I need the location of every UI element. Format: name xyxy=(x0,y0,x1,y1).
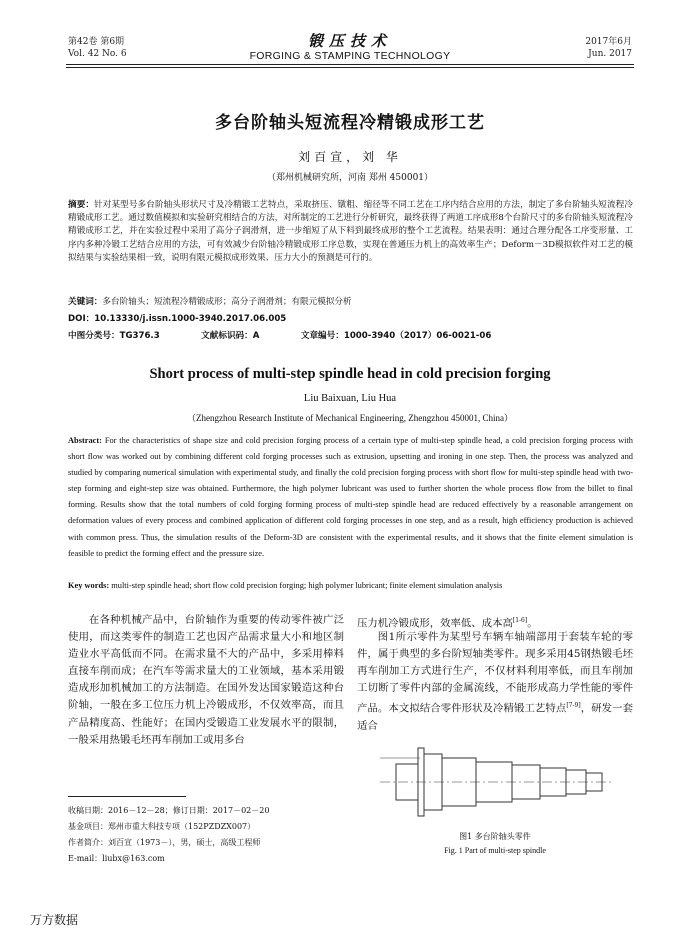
doi-line xyxy=(68,313,633,326)
abstract-cn-label: 摘要： xyxy=(68,200,95,210)
abstract-en-text: For the characteristics of shape size and cold precision forging process of a certain type of multi-step spindle head, a cold precision forging process with short flow was worked out by combining different cold forging processes such as extrusion, upsetting and ironing in one step. Then, the process was analyzed and studied by comparing numerical simulation with experimental study, and finally the cold precision forging process with short flow for multi-step spindle head with two-step forming and eight-step size was obtained. Furthermore, the high polymer lubricant was used to further shorten the whole process flow from the billet to final forming. Results show that the total numbers of cold forging forming process of multi-step spindle head are reduced effectively by a reasonable arrangement on deformation values of every process and combined application of different cold forging processes in one step, and as a result, high efficiency production is achieved with common press. Thus, the simulation results of the Deform-3D are consistent with the experimental results, and it shows that the finite element simulation is feasible to predict the forming effect and the pressure size. xyxy=(68,436,633,558)
abstract-cn xyxy=(68,199,633,265)
doi-value: 10.13330/j.issn.1000-3940.2017.06.005 xyxy=(94,314,287,324)
header-rule xyxy=(66,64,634,65)
footnote-author: 作者简介：刘百宣（1973－），男，硕士，高级工程师 xyxy=(68,838,261,847)
figure-1-caption-cn: 图1 多台阶轴头零件 xyxy=(459,832,531,841)
header-rule-thin xyxy=(66,67,634,68)
keywords-en xyxy=(68,578,633,594)
authors-en: Liu Baixuan, Liu Hua xyxy=(303,393,397,404)
citation-1-6: [1-6] xyxy=(512,617,528,624)
classification-line xyxy=(68,330,633,343)
clc-value: TG376.3 xyxy=(119,331,160,341)
body-right-text-1-end: 。 xyxy=(527,617,538,630)
body-right-text-2: 图1所示零件为某型号车辆车轴端部用于套装车轮的零件，属于典型的多台阶短轴类零件。现多采用45钢热锻毛坯再车削加工方式进行生产，不仅材料利用率低，而且车削加工切断了零件内部的金属流线，不能形成高力学性能的零件产品。本文拟结合零件形状及冷精锻工艺特点 xyxy=(357,631,633,715)
body-right-paragraph-2 xyxy=(357,629,633,735)
wanfang-watermark: 万方数据 xyxy=(30,913,79,927)
doc-code-label: 文献标识码： xyxy=(201,331,253,341)
keywords-en-text: multi-step spindle head; short flow cold precision forging; high polymer lubricant; finite element simulation analysis xyxy=(109,581,503,590)
footnote-email: E-mail：liubx@163.com xyxy=(68,854,165,863)
article-number-value: 1000-3940（2017）06-0021-06 xyxy=(343,331,492,341)
footnote-rule xyxy=(68,796,186,797)
keywords-cn-label: 关键词： xyxy=(68,297,103,307)
keywords-en-label: Key words: xyxy=(68,581,110,590)
journal-title-cn: 锻压技术 xyxy=(307,32,392,50)
doc-code-value: A xyxy=(252,331,260,341)
keywords-cn-text: 多台阶轴头；短流程冷精锻成形；高分子润滑剂；有限元模拟分析 xyxy=(102,297,352,307)
abstract-en-label: Abstract: xyxy=(68,436,102,445)
body-right-text-1: 压力机冷锻成形，效率低、成本高 xyxy=(357,617,513,630)
citation-7-9: [7-9] xyxy=(566,702,581,710)
journal-title-en: FORGING & STAMPING TECHNOLOGY xyxy=(249,50,451,62)
doi-label: DOI： xyxy=(68,314,95,324)
article-number-label: 文章编号： xyxy=(300,331,344,341)
volume-info-en: Vol. 42 No. 6 xyxy=(68,49,127,59)
body-left-paragraph: 在各种机械产品中，台阶轴作为重要的传动零件被广泛使用，而这类零件的制造工艺也因产品需求量大小和地区制造业水平高低而不同。在需求量不大的产品中，多采用棒料直接车削而成；在汽车等需求量大的工业领域，基本采用锻造成形加机械加工的方法制造。在国外发达国家锻造这种台阶轴，一般在多工位压力机上冷锻成形，不仅效率高，而且产品精度高、性能好；在国内受锻造工业发展水平的限制，一般采用热锻毛坯再车削加工或用多台 xyxy=(68,614,344,746)
paper-title-cn: 多台阶轴头短流程冷精锻成形工艺 xyxy=(215,113,485,133)
affiliation-cn: （郑州机械研究所，河南 郑州 450001） xyxy=(266,173,434,183)
date-cn: 2017年6月 xyxy=(585,37,632,47)
keywords-cn xyxy=(68,296,633,309)
paper-title-en: Short process of multi-step spindle head in cold precision forging xyxy=(149,366,551,382)
body-right-text-2-end: ，研发一套适合 xyxy=(357,702,634,732)
abstract-cn-text: 针对某型号多台阶轴头形状尺寸及冷精锻工艺特点，采取挤压、镦粗、缩径等不同工艺在工序内结合应用的方法，制定了多台阶轴头短流程冷精锻成形工艺。通过数值模拟和实验研究相结合的方法，对所制定的工艺进行分析研究，最终获得了两道工序成形8个台阶尺寸的多台阶轴头短流程冷精锻成形工艺，并在实验过程中采用了高分子润滑剂，进一步缩短了从下料到最终成形的整个工艺流程。结果表明：通过合理分配各工序变形量、工序内多种冷锻工艺结合应用的方法，可有效减少台阶轴冷精锻成形工序总数，实现在普通压力机上的高效率生产；Deform－3D模拟软件对工艺的模拟结果与实验结果相一致，说明有限元模拟成形效果、压力大小的预测是可行的。 xyxy=(68,200,633,263)
authors-cn: 刘百宣，刘 华 xyxy=(298,150,402,164)
volume-info-cn: 第42卷 第6期 xyxy=(68,37,125,47)
footnote-received: 收稿日期：2016－12－28；修订日期：2017－02－20 xyxy=(68,806,270,815)
figure-1-caption-en: Fig. 1 Part of multi-step spindle xyxy=(444,846,546,855)
date-en: Jun. 2017 xyxy=(588,49,632,59)
abstract-en xyxy=(68,433,633,562)
footnote-fund: 基金项目：郑州市重大科技专项（152PZDZX007） xyxy=(68,822,256,831)
affiliation-en: （Zhengzhou Research Institute of Mechanical Engineering, Zhengzhou 450001, China） xyxy=(187,413,513,423)
clc-label: 中图分类号： xyxy=(68,331,120,341)
figure-1-spindle-drawing xyxy=(378,744,614,820)
